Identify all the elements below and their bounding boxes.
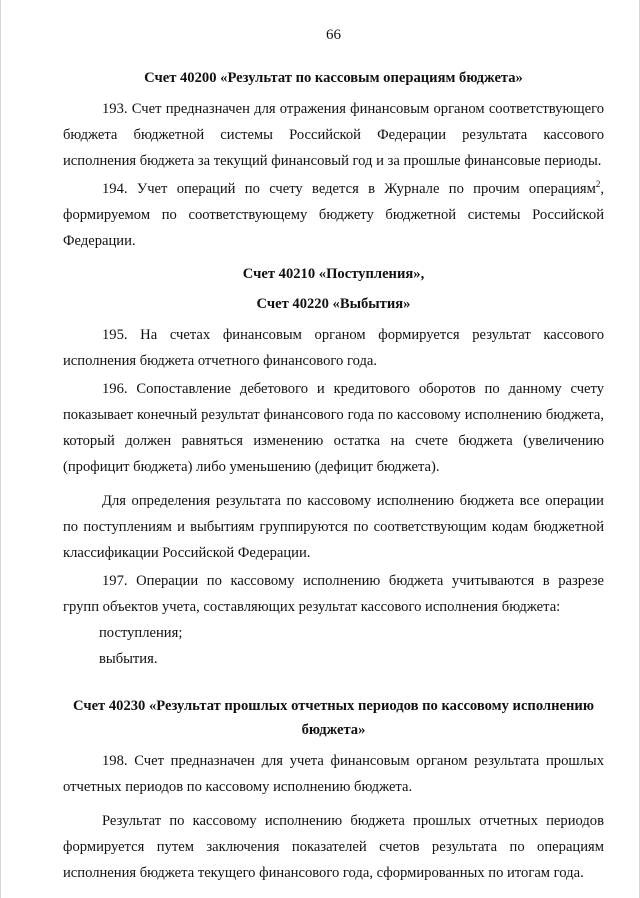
heading-account-40200: Счет 40200 «Результат по кассовым операциям бюджета» [144,70,523,86]
paragraph-197: 197. Операции по кассовому исполнению бюджета учитываются в разрезе групп объектов учета, составляющих результат кассового исполнения бюджета: [63,573,604,615]
paragraph-198: 198. Счет предназначен для учета финансовым органом результата прошлых отчетных периодов по кассовому исполнению бюджета. [63,753,604,795]
paragraph-195: 195. На счетах финансовым органом формируется результат кассового исполнения бюджета отчетного финансового года. [63,327,604,369]
paragraph-194: 194. Учет операций по счету ведется в Журнале по прочим операциям$^2$, формируемом по соответствующему бюджету бюджетной системы Российской Федерации. [63,179,604,249]
heading-account-40220: Счет 40220 «Выбытия» [256,296,411,312]
footnote-mark: 2 [595,179,601,190]
heading-account-40230-line1: Счет 40230 «Результат прошлых отчетных периодов по кассовому исполнению [73,698,594,714]
heading-account-40210: Счет 40210 «Поступления», [242,266,425,282]
page-content [63,26,604,886]
paragraph-194-cont: формируемом по соответствующему бюджету бюджетной системы Российской Федерации. [63,207,604,249]
paragraph-194-text: 194. Учет операций по счету ведется в Журнале по прочим операциям [102,181,596,197]
list-item-disposals: выбытия. [99,651,158,667]
list-item-receipts: поступления; [99,625,183,641]
paragraph-193: 193. Счет предназначен для отражения финансовым органом соответствующего бюджета бюджетной системы Российской Федерации результата кассового исполнения бюджета за текущий финансовый год и за прошлые финансовые периоды. [63,101,604,169]
paragraph-classification: Для определения результата по кассовому исполнению бюджета все операции по поступлениям и выбытиям группируются по соответствующим кодам бюджетной классификации Российской Федерации. [63,493,604,561]
paragraph-result: Результат по кассовому исполнению бюджета прошлых отчетных периодов формируется путем заключения показателей счетов результата по операциям исполнения бюджета текущего финансового года, сформированных по итогам года. [63,813,604,881]
heading-account-40230-line2: бюджета» [301,722,366,738]
page-number: 66 [326,27,341,43]
paragraph-196: 196. Сопоставление дебетового и кредитового оборотов по данному счету показывает конечный результат финансового года по кассовому исполнению бюджета, который должен равняться изменению остатка на счете бюджета (увеличению (профицит бюджета) либо уменьшению (дефицит бюджета). [63,381,604,475]
